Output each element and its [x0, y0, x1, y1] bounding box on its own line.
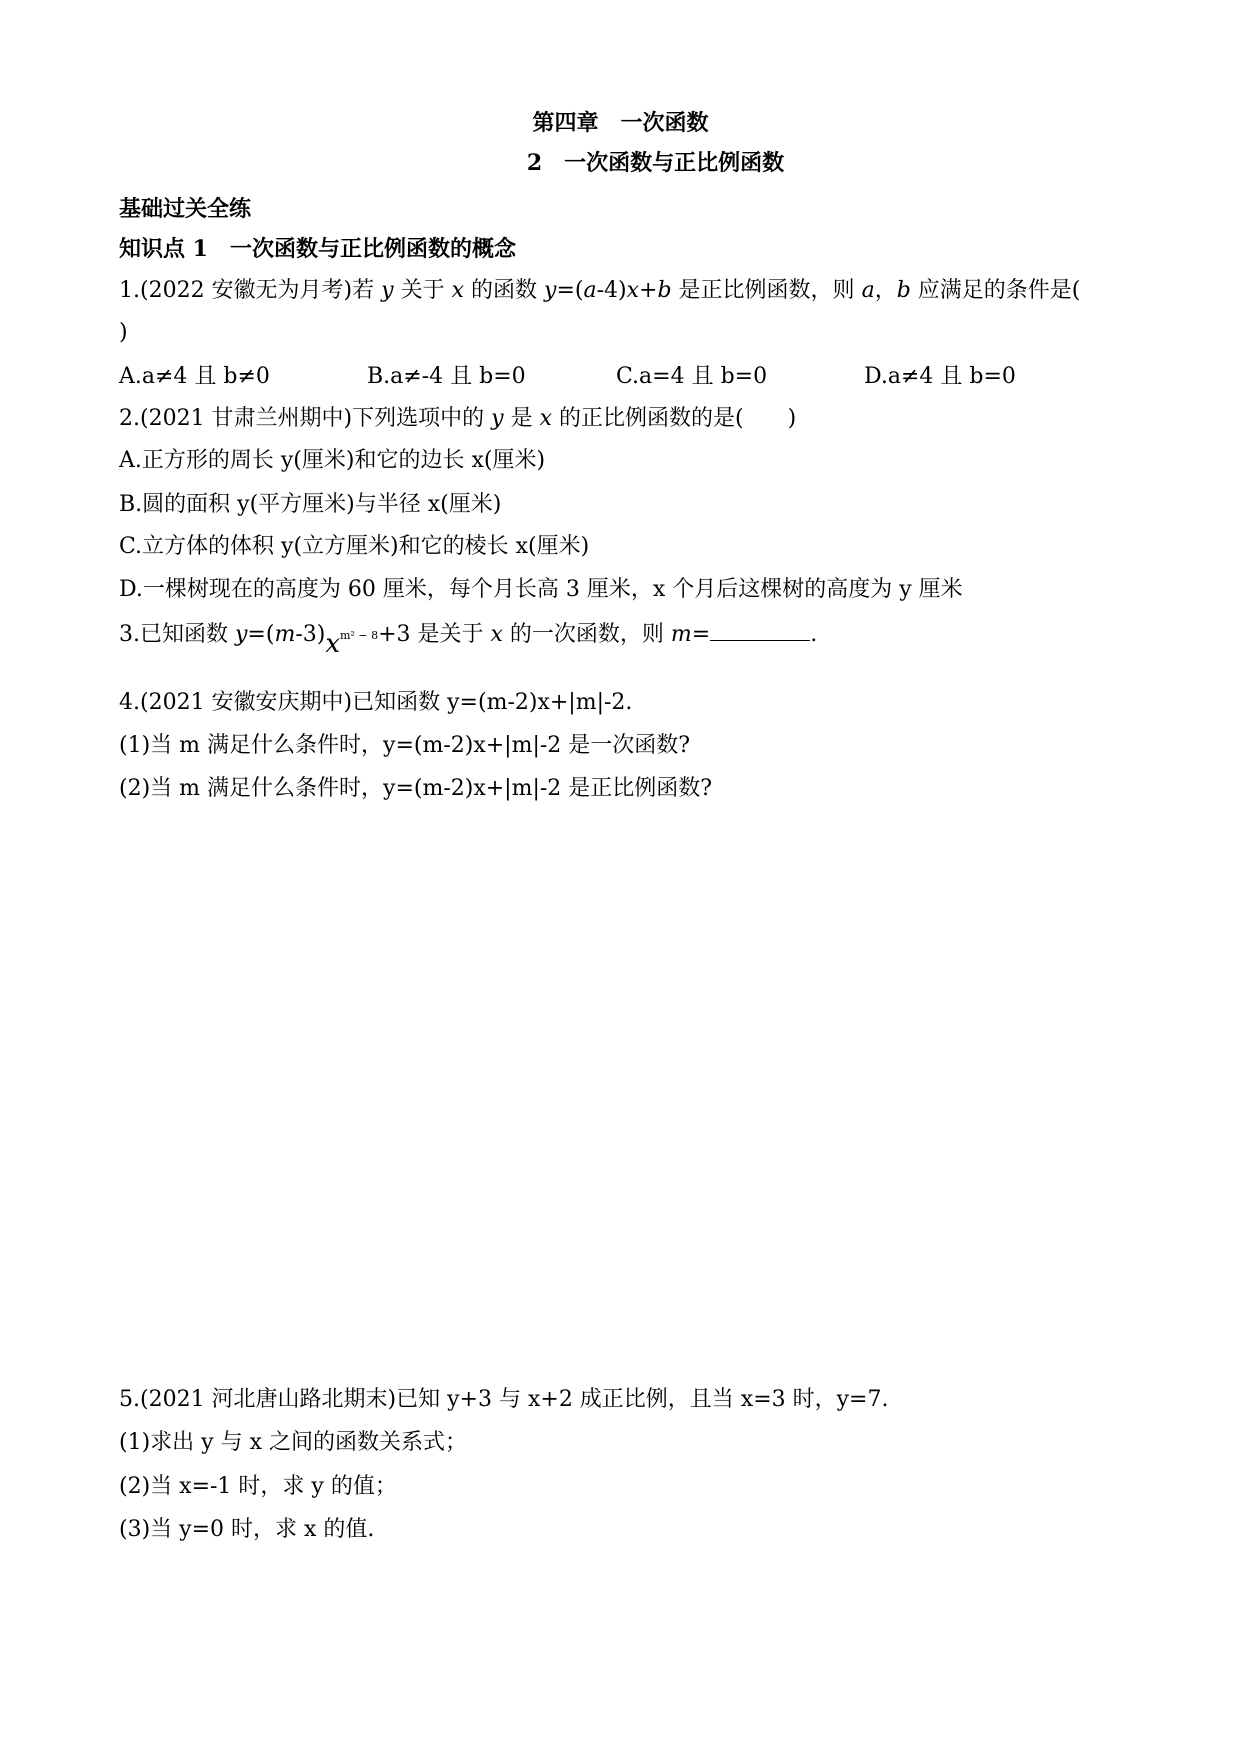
q3-eq2: =: [691, 622, 711, 647]
q1-option-d: D.a≠4 且 b=0: [864, 364, 1016, 389]
question-1-close-paren: ): [119, 320, 128, 345]
q2-stem-post: 的正比例函数的是( ): [552, 406, 797, 431]
q2-var-x: x: [539, 406, 552, 431]
q1-eq-a: a: [583, 278, 597, 303]
question-3-stem: [119, 618, 818, 659]
q1-var-x: x: [451, 278, 464, 303]
q3-pre: 3.已知函数: [119, 622, 235, 647]
q1-option-c: C.a=4 且 b=0: [616, 364, 768, 389]
q1-eq-open: =(: [556, 278, 584, 303]
q1-eq-b: b: [657, 278, 672, 303]
q3-y: y: [234, 622, 248, 647]
chapter-title: 第四章 一次函数: [532, 110, 709, 136]
q5-part-2: (2)当 x=-1 时，求 y 的值；: [119, 1474, 397, 1499]
q3-m2: m: [670, 622, 692, 647]
q2-option-c: C.立方体的体积 y(立方厘米)和它的棱长 x(厘米): [119, 534, 590, 559]
q3-end: .: [810, 622, 818, 647]
q2-option-a: A.正方形的周长 y(厘米)和它的边长 x(厘米): [119, 448, 546, 473]
q3-post2: 的一次函数，则: [502, 622, 671, 647]
q1-eq-plus: +: [639, 278, 658, 303]
q5-part-1: (1)求出 y 与 x 之间的函数关系式；: [119, 1430, 467, 1455]
practice-title: 基础过关全练: [119, 196, 252, 222]
q1-var-b: b: [896, 278, 911, 303]
q1-var-a: a: [861, 278, 875, 303]
q2-stem-pre: 2.(2021 甘肃兰州期中)下列选项中的: [119, 406, 492, 431]
q1-text-1: 关于: [393, 278, 452, 303]
q3-exponent: m² − 8: [340, 629, 379, 642]
q1-option-a: A.a≠4 且 b≠0: [119, 364, 270, 389]
q1-eq-minus4: -4): [596, 278, 627, 303]
q3-eq: =(: [247, 622, 275, 647]
question-5-stem: 5.(2021 河北唐山路北期末)已知 y+3 与 x+2 成正比例，且当 x=3 时，y=7.: [119, 1387, 889, 1412]
q3-answer-blank[interactable]: [710, 620, 810, 641]
q1-eq-y: y: [544, 278, 557, 303]
q1-text-5: 应满足的条件是(: [910, 278, 1081, 303]
q1-var-y: y: [381, 278, 394, 303]
q3-x2: x: [490, 622, 503, 647]
q2-stem-mid: 是: [503, 406, 540, 431]
q4-part-2: (2)当 m 满足什么条件时，y=(m-2)x+|m|-2 是正比例函数?: [119, 776, 713, 801]
q1-text-4: ，: [874, 278, 897, 303]
q1-prefix: 1.(2022 安徽无为月考)若: [119, 278, 382, 303]
q2-option-d: D.一棵树现在的高度为 60 厘米，每个月长高 3 厘米，x 个月后这棵树的高度为 y 厘米: [119, 577, 963, 602]
q3-m: m: [274, 622, 296, 647]
q1-option-b: B.a≠-4 且 b=0: [367, 364, 526, 389]
section-title: 2 一次函数与正比例函数: [526, 150, 785, 176]
q4-part-1: (1)当 m 满足什么条件时，y=(m-2)x+|m|-2 是一次函数?: [119, 733, 691, 758]
q1-eq-x: x: [626, 278, 640, 303]
question-1-stem: [119, 276, 1080, 306]
q1-text-3: 是正比例函数，则: [671, 278, 862, 303]
question-4-stem: 4.(2021 安徽安庆期中)已知函数 y=(m-2)x+|m|-2.: [119, 690, 633, 715]
question-2-stem: [119, 404, 796, 434]
q3-post: +3 是关于: [378, 622, 491, 647]
q2-var-y: y: [491, 406, 504, 431]
q3-x-power: x: [325, 629, 341, 659]
q3-minus: -3): [295, 622, 326, 647]
q1-text-2: 的函数: [464, 278, 544, 303]
knowledge-point-title: 知识点 1 一次函数与正比例函数的概念: [119, 236, 516, 262]
q2-option-b: B.圆的面积 y(平方厘米)与半径 x(厘米): [119, 492, 502, 517]
q5-part-3: (3)当 y=0 时，求 x 的值.: [119, 1517, 375, 1542]
